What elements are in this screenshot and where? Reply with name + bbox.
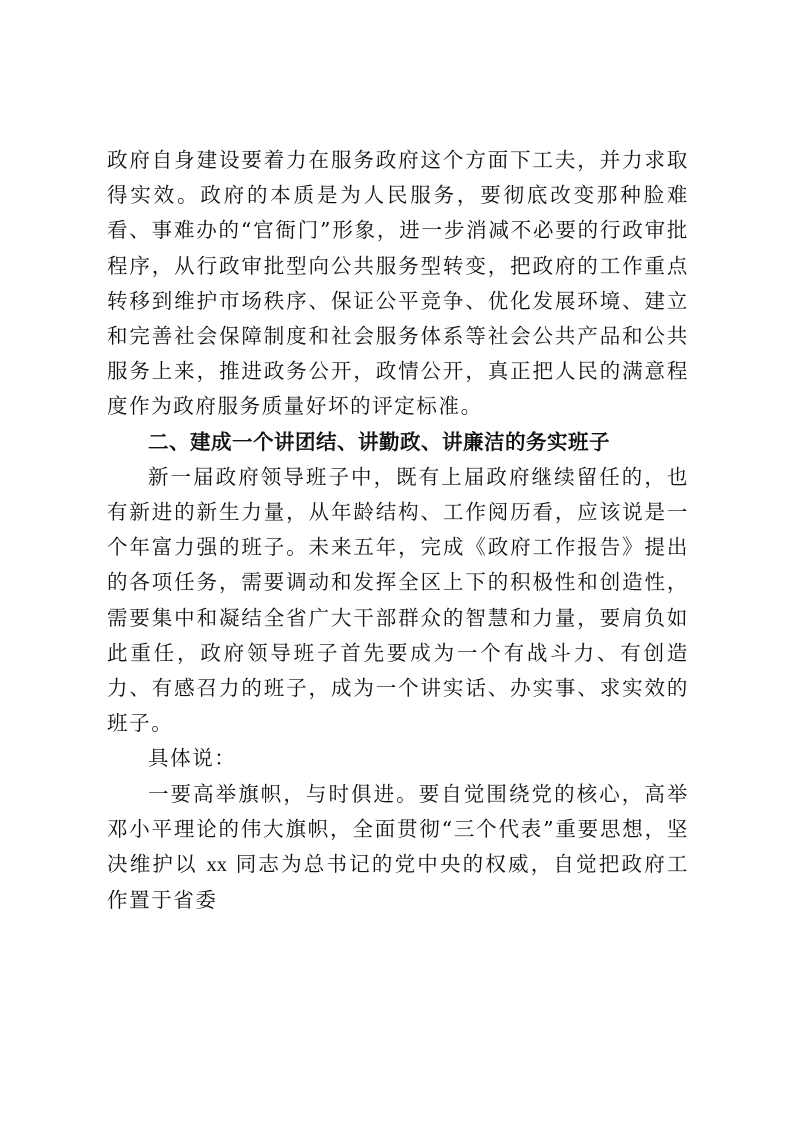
paragraph-hold-banner bbox=[107, 777, 689, 919]
paragraph-leadership-team: 新一届政府领导班子中，既有上届政府继续留任的，也有新进的新生力量，从年龄结构、工作阅历看，应该说是一个年富力强的班子。未来五年，完成《政府工作报告》提出的各项任务，需要调动和发挥全区上下的积极性和创造性，需要集中和凝结全省广大干部群众的智慧和力量，要肩负如此重任，政府领导班子首先要成为一个有战斗力、有创造力、有感召力的班子，成为一个讲实话、办实事、求实效的班子。 bbox=[107, 464, 689, 736]
section-heading-2: 二、建成一个讲团结、讲勤政、讲廉洁的务实班子 bbox=[148, 429, 610, 454]
placeholder-name: xx bbox=[206, 854, 227, 877]
paragraph-text-after: 同志为总书记的党中央的权威，自觉把政府工作置于省委 bbox=[107, 852, 689, 913]
paragraph-text-before: 一要高举旗帜，与时俱进。要自觉围绕党的核心，高举邓小平理论的伟大旗帜，全面贯彻“三个代表”重要思想，坚决维护以 bbox=[107, 781, 689, 877]
paragraph-service-government: 政府自身建设要着力在服务政府这个方面下工夫，并力求取得实效。政府的本质是为人民服务，要彻底改变那种脸难看、事难办的“官衙门”形象，进一步消减不必要的行政审批程序，从行政审批型向公共服务型转变，把政府的工作重点转移到维护市场秩序、保证公平竞争、优化发展环境、建立和完善社会保障制度和社会服务体系等社会公共产品和公共服务上来，推进政务公开，政情公开，真正把人民的满意程度作为政府服务质量好坏的评定标准。 bbox=[107, 148, 689, 419]
document-page bbox=[107, 143, 689, 918]
paragraph-specifically: 具体说： bbox=[148, 746, 237, 771]
